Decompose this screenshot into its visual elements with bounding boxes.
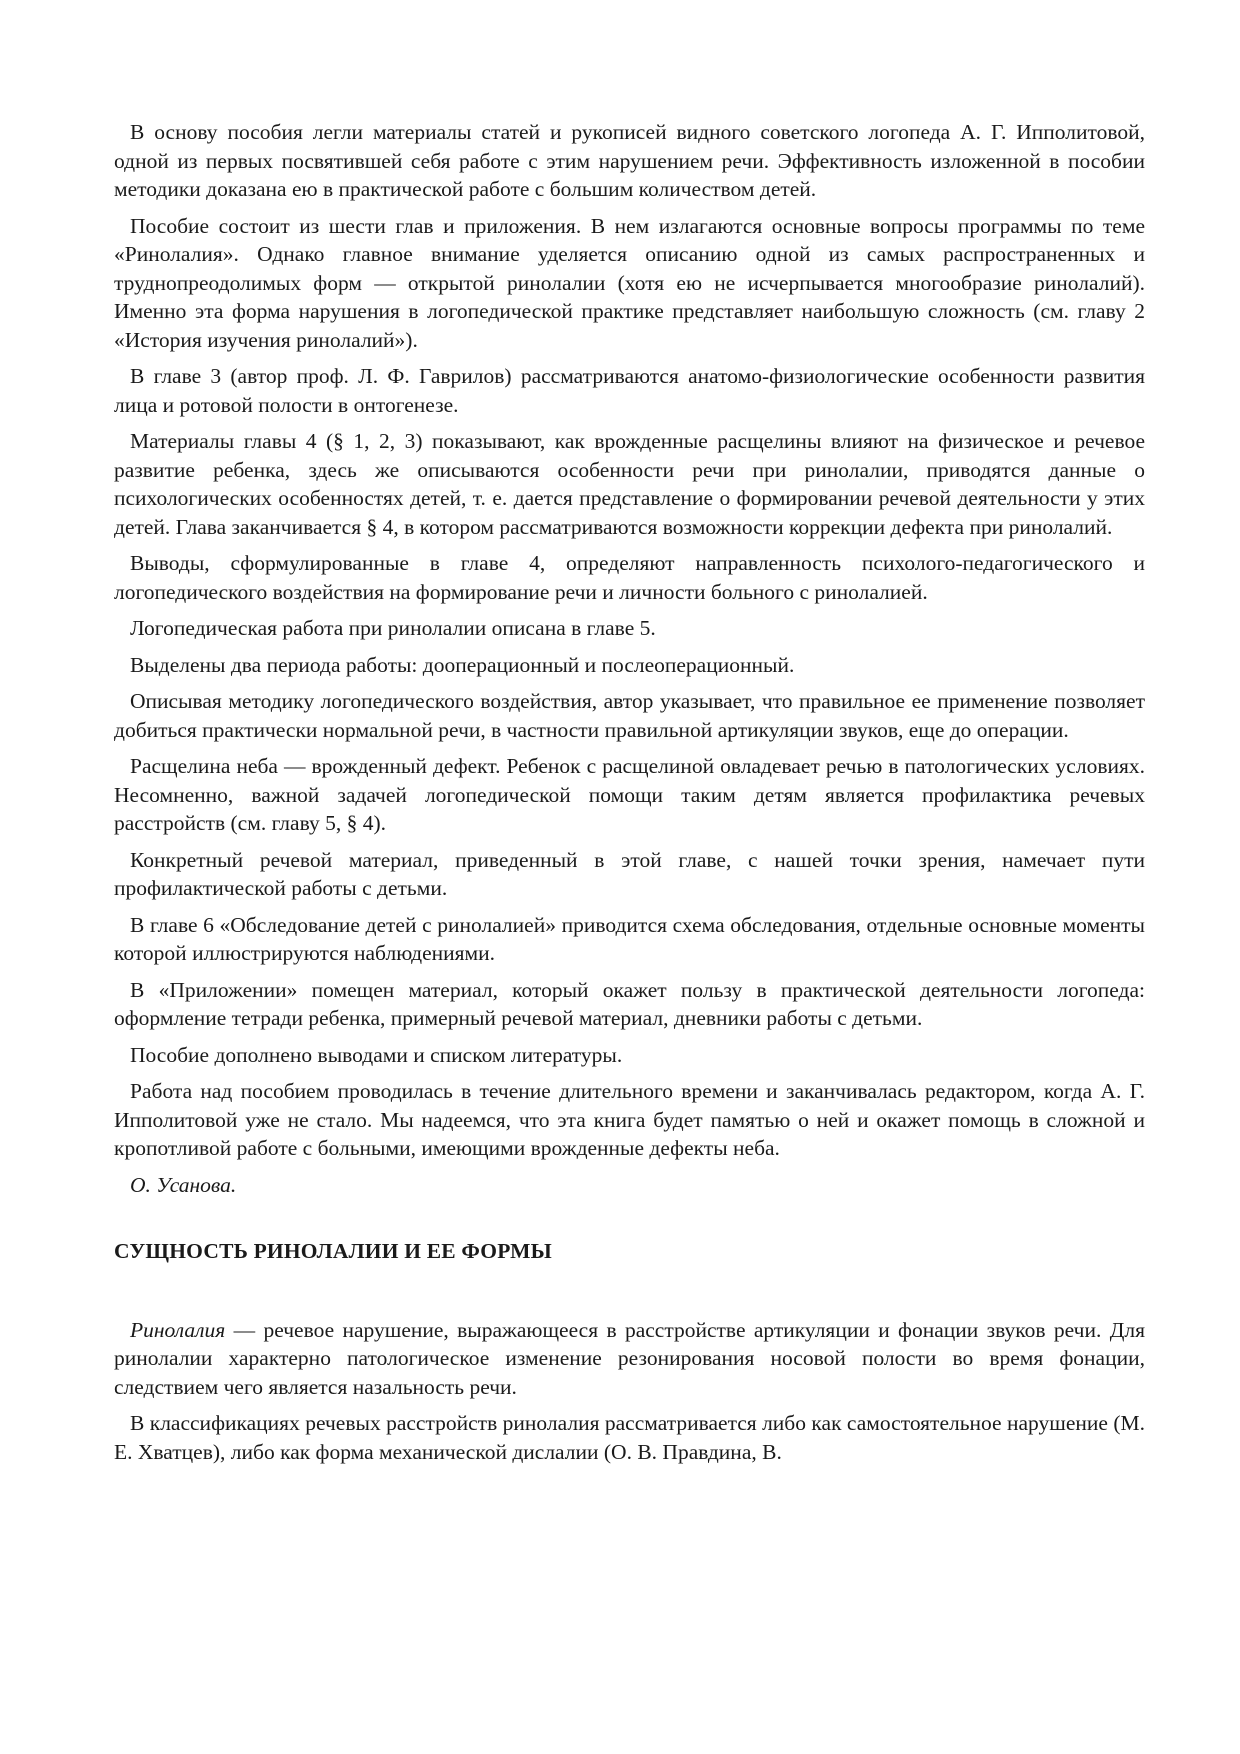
definition-text: — речевое нарушение, выражающееся в расстройстве артикуляции и фонации звуков речи. Для ринолалии характерно патологическое изменение резонирования носовой полости во время фонации, следствием чего является назальность речи.: [114, 1317, 1145, 1399]
paragraph: В главе 6 «Обследование детей с ринолалией» приводится схема обследования, отдельные основные моменты которой иллюстрируются наблюдениями.: [114, 912, 1145, 965]
paragraph: В классификациях речевых расстройств ринолалия рассматривается либо как самостоятельное нарушение (М. Е. Хватцев), либо как форма механической дислалии (О. В. Правдина, В.: [114, 1411, 1145, 1464]
paragraph: Пособие состоит из шести глав и приложения. В нем излагаются основные вопросы программы по теме «Ринолалия». Однако главное внимание уделяется описанию одной из самых распространенных и труднопреодолимых форм — открытой ринолалии (хотя ею не исчерпывается многообразие ринолалий). Именно эта форма нарушения в логопедической практике представляет наибольшую сложность (см. главу 2 «История изучения ринолалий»).: [114, 213, 1145, 352]
author-signature: О. Усанова.: [130, 1172, 237, 1197]
paragraph: Логопедическая работа при ринолалии описана в главе 5.: [130, 616, 656, 640]
paragraph: Выделены два периода работы: дооперационный и послеоперационный.: [130, 652, 795, 677]
paragraph: Расщелина неба — врожденный дефект. Ребенок с расщелиной овладевает речью в патологических условиях. Несомненно, важной задачей логопедической помощи таким детям является профилактика речевых расстройств (см. главу 5, § 4).: [114, 754, 1145, 835]
paragraph: В «Приложении» помещен материал, который окажет пользу в практической деятельности логопеда: оформление тетради ребенка, примерный речевой материал, дневники работы с детьми.: [114, 977, 1145, 1030]
paragraph: Описывая методику логопедического воздействия, автор указывает, что правильное ее применение позволяет добиться практически нормальной речи, в частности правильной артикуляции звуков, еще до операции.: [114, 689, 1145, 742]
page-body: [114, 118, 1145, 1474]
paragraph: Выводы, сформулированные в главе 4, определяют направленность психолого-педагогического и логопедического воздействия на формирование речи и личности больного с ринолалией.: [114, 551, 1145, 604]
paragraph: Пособие дополнено выводами и списком литературы.: [130, 1042, 623, 1067]
definition-paragraph: [114, 1316, 1145, 1402]
paragraph: Конкретный речевой материал, приведенный в этой главе, с нашей точки зрения, намечает пути профилактической работы с детьми.: [114, 847, 1145, 900]
paragraph: В основу пособия легли материалы статей и рукописей видного советского логопеда А. Г. Ипполитовой, одной из первых посвятившей себя работе с этим нарушением речи. Эффективность изложенной в пособии методики доказана ею в практической работе с большим количеством детей.: [114, 120, 1145, 201]
paragraph: В главе 3 (автор проф. Л. Ф. Гаврилов) рассматриваются анатомо-физиологические особенности развития лица и ротовой полости в онтогенезе.: [114, 364, 1145, 417]
paragraph: Работа над пособием проводилась в течение длительного времени и заканчивалась редактором, когда А. Г. Ипполитовой уже не стало. Мы надеемся, что эта книга будет памятью о ней и окажет помощь в сложной и кропотливой работе с больными, имеющими врожденные дефекты неба.: [114, 1079, 1145, 1160]
paragraph: Материалы главы 4 (§ 1, 2, 3) показывают, как врожденные расщелины влияют на физическое и речевое развитие ребенка, здесь же описываются особенности речи при ринолалии, приводятся данные о психологических особенностях детей, т. е. дается представление о формировании речевой деятельности у этих детей. Глава заканчивается § 4, в котором рассматриваются возможности коррекции дефекта при ринолалий.: [114, 429, 1145, 539]
defined-term: Ринолалия: [130, 1317, 226, 1342]
section-heading: СУЩНОСТЬ РИНОЛАЛИИ И ЕЕ ФОРМЫ: [114, 1239, 552, 1263]
